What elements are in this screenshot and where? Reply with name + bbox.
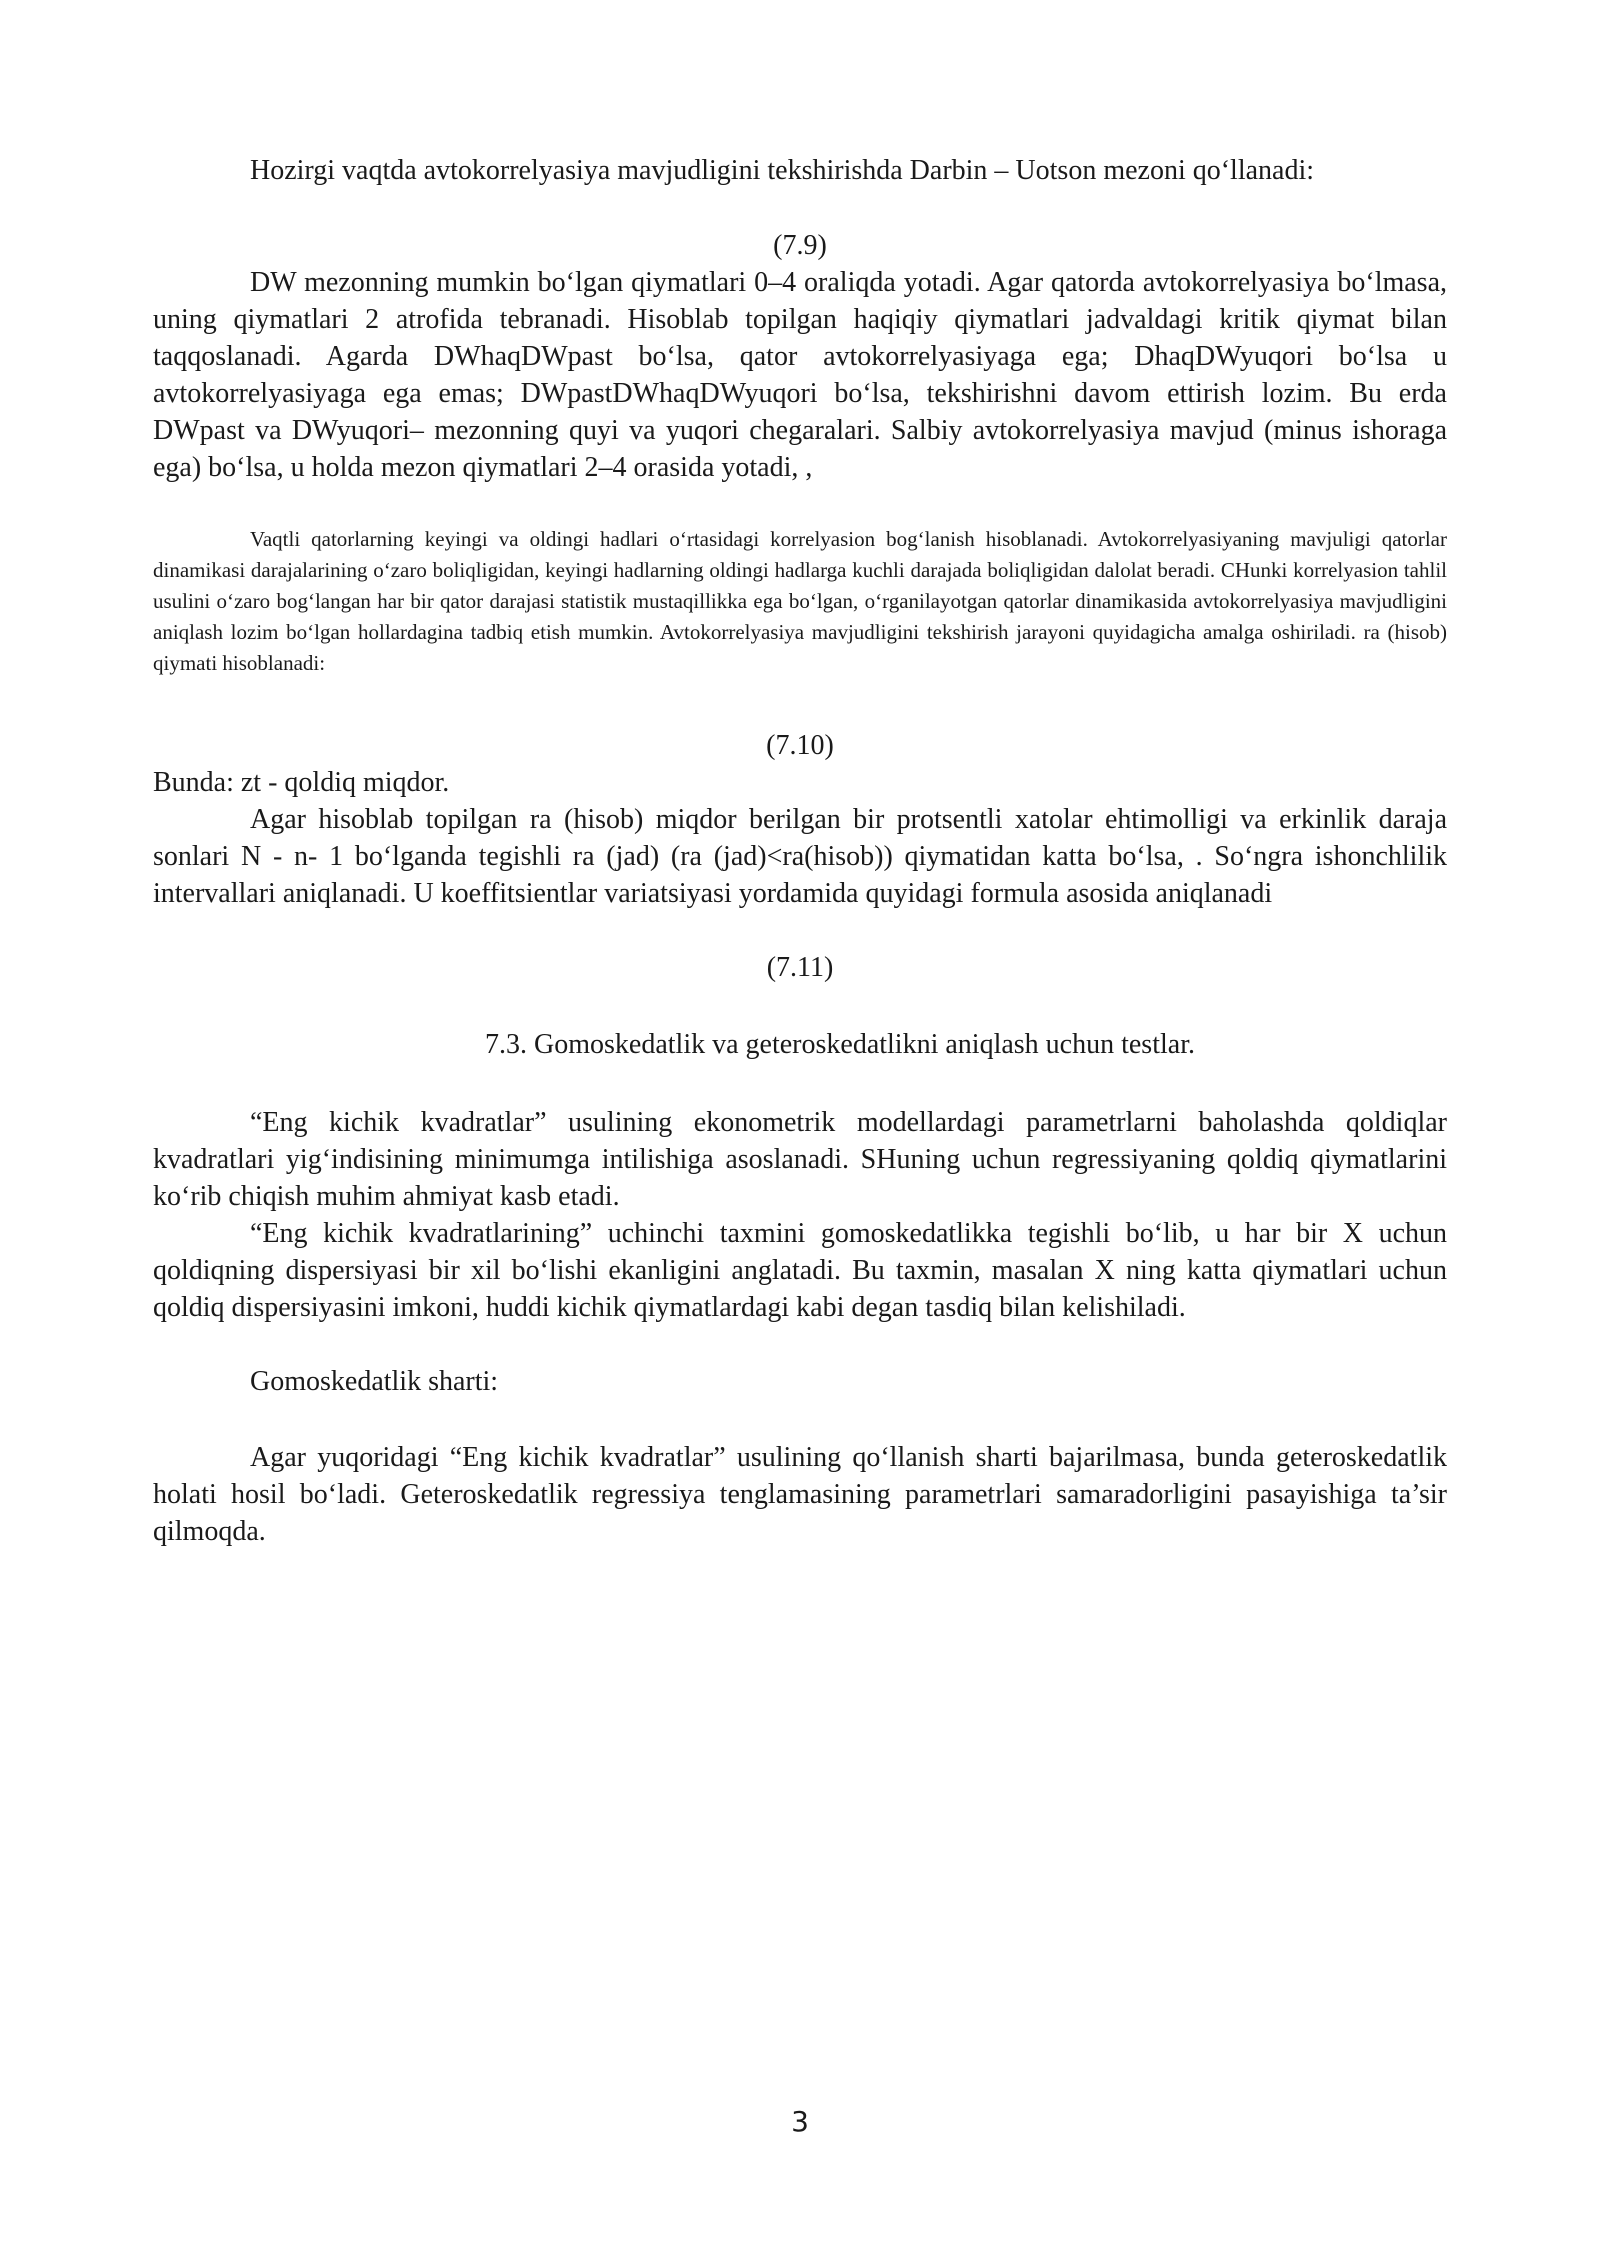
paragraph-homoscedasticity-condition: Gomoskedatlik sharti: (250, 1366, 499, 1397)
paragraph-darbin-uotson: Hozirgi vaqtda avtokorrelyasiya mavjudligini tekshirishda Darbin – Uotson mezoni qo‘llanadi: (250, 155, 1315, 186)
equation-number-7-9: (7.9) (773, 230, 827, 261)
equation-number-7-11: (7.11) (766, 952, 834, 983)
paragraph-ra-hisob: Agar hisoblab topilgan ra (hisob) miqdor berilgan bir protsentli xatolar ehtimolligi va erkinlik daraja sonlari N - n- 1 bo‘lganda tegishli ra (jad) (ra (jad)<ra(hisob)) qiymatidan katta bo‘lsa, . So‘ngra ishonchlilik intervallari aniqlanadi. U koeffitsientlar variatsiyasi yordamida quyidagi formula asosida aniqlanadi (153, 804, 1447, 909)
section-heading: 7.3. Gomoskedatlik va geteroskedatlikni aniqlash uchun testlar. (485, 1029, 1195, 1060)
paragraph-least-squares: “Eng kichik kvadratlar” usulining ekonometrik modellardagi parametrlarni baholashda qoldiqlar kvadratlari yig‘indisining minimumga intilishiga asoslanadi. SHuning uchun regressiyaning qoldiq qiymatlarini ko‘rib chiqish muhim ahmiyat kasb etadi. (153, 1107, 1447, 1212)
paragraph-bunda: Bunda: zt - qoldiq miqdor. (153, 767, 450, 798)
paragraph-third-assumption: “Eng kichik kvadratlarining” uchinchi taxmini gomoskedatlikka tegishli bo‘lib, u har bir X uchun qoldiqning dispersiyasi bir xil bo‘lishi ekanligini anglatadi. Bu taxmin, masalan X ning katta qiymatlari uchun qoldiq dispersiyasini imkoni, huddi kichik qiymatlardagi kabi degan tasdiq bilan kelishiladi. (153, 1218, 1447, 1323)
paragraph-autocorrelation-small: Vaqtli qatorlarning keyingi va oldingi hadlari o‘rtasidagi korrelyasion bog‘lanish hisoblanadi. Avtokorrelyasiyaning mavjuligi qatorlar dinamikasi darajalarining o‘zaro boliqligidan, keyingi hadlarning oldingi hadlarga kuchli darajada boliqligidan dalolat beradi. CHunki korrelyasion tahlil usulini o‘zaro bog‘langan har bir qator darajasi statistik mustaqillikka ega bo‘lgan, o‘rganilayotgan qatorlar dinamikasida avtokorrelyasiya mavjudligini aniqlash lozim bo‘lgan hollardagina tadbiq etish mumkin. Avtokorrelyasiya mavjudligini tekshirish jarayoni quyidagicha amalga oshiriladi. ra (hisob) qiymati hisoblanadi: (153, 527, 1447, 675)
paragraph-heteroscedasticity: Agar yuqoridagi “Eng kichik kvadratlar” usulining qo‘llanish sharti bajarilmasa, bunda geteroskedatlik holati hosil bo‘ladi. Geteroskedatlik regressiya tenglamasining parametrlari samaradorligini pasayishiga ta’sir qilmoqda. (153, 1442, 1447, 1547)
page-number: 3 (791, 2105, 809, 2138)
paragraph-dw-criterion: DW mezonning mumkin bo‘lgan qiymatlari 0–4 oraliqda yotadi. Agar qatorda avtokorrelyasiya bo‘lmasa, uning qiymatlari 2 atrofida tebranadi. Hisoblab topilgan haqiqiy qiymatlari jadvaldagi kritik qiymat bilan taqqoslanadi. Agarda DWhaqDWpast bo‘lsa, qator avtokorrelyasiyaga ega; DhaqDWyuqori bo‘lsa u avtokorrelyasiyaga ega emas; DWpastDWhaqDWyuqori bo‘lsa, tekshirishni davom ettirish lozim. Bu erda DWpast va DWyuqori– mezonning quyi va yuqori chegaralari. Salbiy avtokorrelyasiya mavjud (minus ishoraga ega) bo‘lsa, u holda mezon qiymatlari 2–4 orasida yotadi, , (153, 267, 1447, 483)
equation-number-7-10: (7.10) (766, 730, 834, 761)
